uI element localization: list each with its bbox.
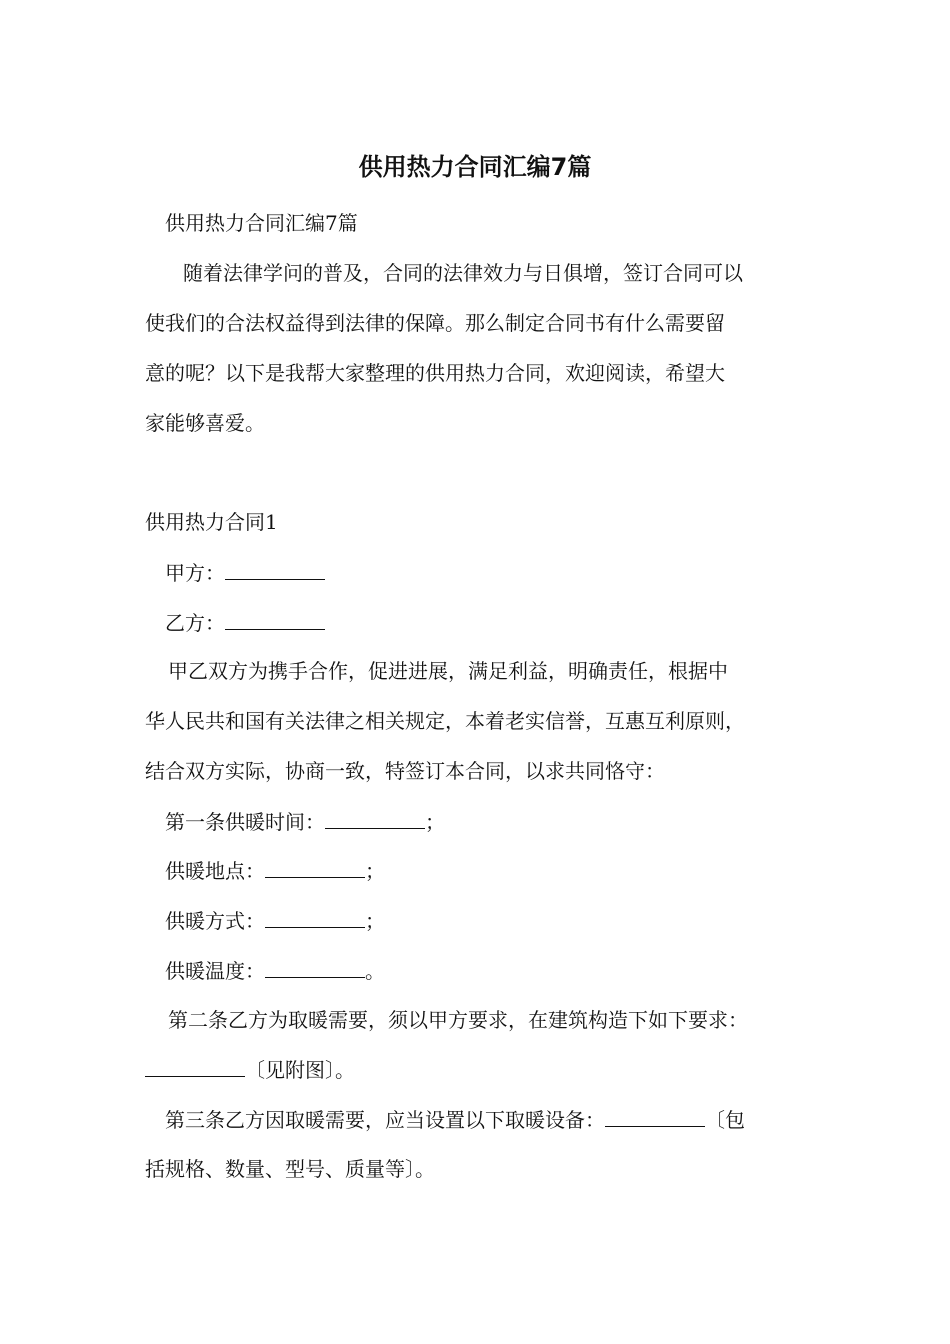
article2-line-2 [145,1054,355,1085]
party-b-blank [225,607,325,630]
article1-place-blank [265,855,365,878]
intro-line-2: 使我们的合法权益得到法律的保障。那么制定合同书有什么需要留 [145,311,725,335]
article1-method-blank [265,905,365,928]
article2-line-1: 第二条乙方为取暖需要，须以甲方要求，在建筑构造下如下要求： [168,1008,748,1032]
preamble-line-2: 华人民共和国有关法律之相关规定，本着老实信誉，互惠互利原则， [145,709,745,733]
article1-place-end: ； [365,859,385,883]
document-subtitle: 供用热力合同汇编7篇 [165,211,358,235]
article1-temp-end: 。 [365,959,385,983]
article1-temp-line [165,955,385,986]
article1-method-end: ； [365,909,385,933]
article3-line1-end: 〔包 [705,1108,745,1132]
article2-blank [145,1054,245,1077]
article2-line2-end: 〔见附图〕。 [245,1058,355,1082]
section-heading: 供用热力合同1 [145,510,278,534]
party-a-line [165,557,325,588]
article1-place-line [165,855,385,886]
document-title: 供用热力合同汇编7篇 [358,153,592,181]
article3-blank [605,1104,705,1127]
preamble-line-1: 甲乙双方为携手合作，促进进展，满足利益，明确责任，根据中 [168,659,728,683]
article1-temp-blank [265,955,365,978]
preamble-line-3: 结合双方实际，协商一致，特签订本合同，以求共同恪守： [145,759,665,783]
intro-line-4: 家能够喜爱。 [145,411,265,435]
intro-line-3: 意的呢？以下是我帮大家整理的供用热力合同，欢迎阅读，希望大 [145,361,725,385]
article1-time-blank [325,806,425,829]
article1-time-line [165,806,445,837]
party-a-blank [225,557,325,580]
article3-line1-start: 第三条乙方因取暖需要，应当设置以下取暖设备： [165,1108,605,1132]
article1-method-label: 供暖方式： [165,909,265,933]
party-b-label: 乙方： [165,611,225,635]
intro-line-1: 随着法律学问的普及，合同的法律效力与日俱增，签订合同可以 [183,261,743,285]
article1-temp-label: 供暖温度： [165,959,265,983]
party-b-line [165,607,325,638]
article3-line-1 [165,1104,745,1135]
article3-line-2: 括规格、数量、型号、质量等〕。 [145,1157,435,1181]
party-a-label: 甲方： [165,561,225,585]
article1-time-end: ； [425,810,445,834]
article1-place-label: 供暖地点： [165,859,265,883]
article1-method-line [165,905,385,936]
article1-time-label: 第一条供暖时间： [165,810,325,834]
